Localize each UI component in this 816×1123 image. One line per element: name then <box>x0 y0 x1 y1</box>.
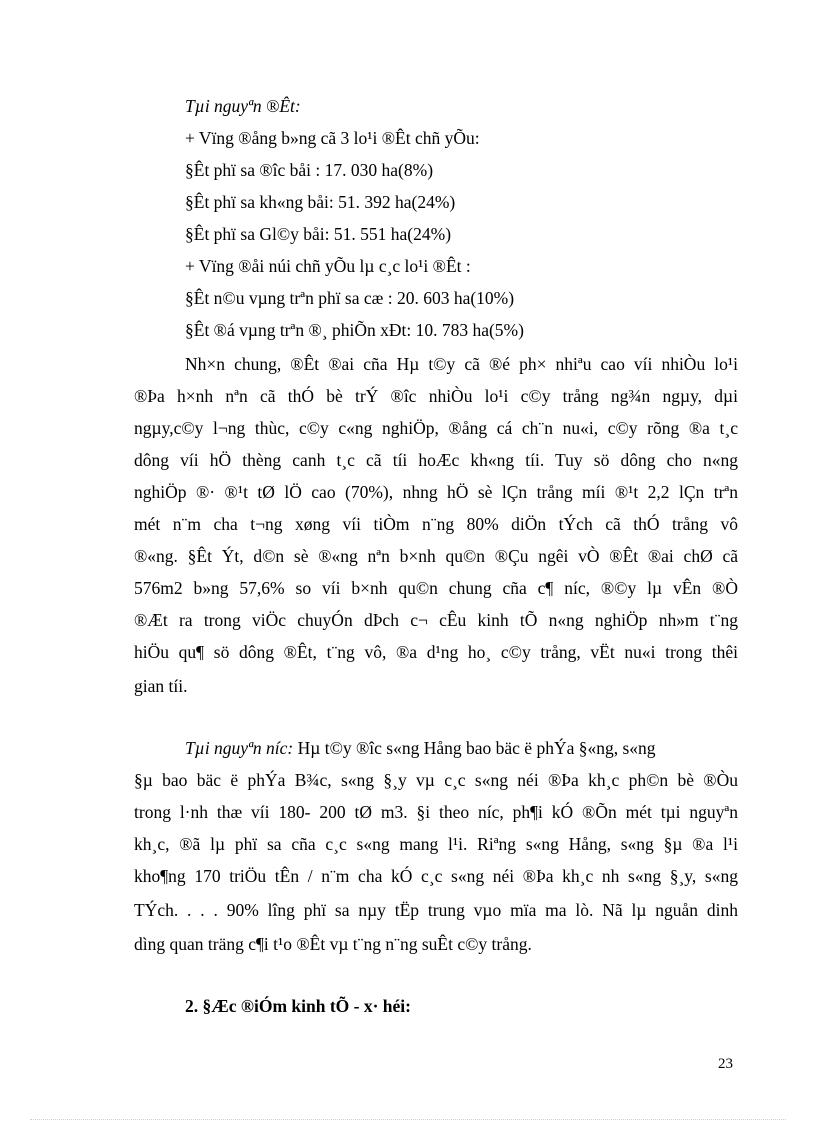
paragraph-line: ®Æt ra trong viÖc chuyÓn dÞch c¬ cÊu kinh tÕ n«ng nghiÖp nh»m t¨ng <box>134 610 738 630</box>
paragraph-line: dông víi hÖ thèng canh t¸c cã tíi hoÆc kh«ng tíi. Tuy sö dông cho n«ng <box>134 450 738 470</box>
paragraph-line: trong l·nh thæ víi 180- 200 tØ m3. §i theo níc, ph¶i kÓ ®Õn mét tµi nguyªn <box>134 802 738 822</box>
paragraph-line: dìng quan träng c¶i t¹o ®Êt vµ t¨ng n¨ng suÊt c©y trång. <box>134 934 532 954</box>
paragraph-line: kho¶ng 170 triÖu tÊn / n¨m cha kÓ c¸c s«ng néi ®Þa kh¸c nh s«ng §¸y, s«ng <box>134 866 738 886</box>
paragraph-line: kh¸c, ®ã lµ phï sa cña c¸c s«ng mang l¹i. Riªng s«ng Hång, s«ng §µ ®a l¹i <box>134 834 738 854</box>
paragraph-line: hiÖu qu¶ sö dông ®Êt, t¨ng vô, ®a d¹ng ho¸ c©y trång, vËt nu«i trong thêi <box>134 642 738 662</box>
page-number: 23 <box>718 1056 733 1072</box>
list-item: §Êt n©u vµng trªn phï sa cæ : 20. 603 ha(10%) <box>185 288 515 308</box>
page-bottom-divider <box>30 1119 786 1120</box>
paragraph-line: Nh×n chung, ®Êt ®ai cña Hµ t©y cã ®é ph× nhiªu cao víi nhiÒu lo¹i <box>185 354 738 374</box>
list-item: §Êt phï sa kh«ng båi: 51. 392 ha(24%) <box>185 192 456 212</box>
paragraph-line: TÝch. . . . 90% lîng phï sa nµy tËp trung vµo mïa ma lò. Nã lµ nguån dinh <box>134 900 738 920</box>
paragraph-line: mét n¨m cha t¬ng xøng víi tiÒm n¨ng 80% diÖn tÝch cã thÓ trång vô <box>134 514 738 534</box>
water-heading: Tµi nguyªn níc: <box>185 738 294 758</box>
paragraph-line: ®«ng. §Êt Ýt, d©n sè ®«ng nªn b×nh qu©n ®Çu ngêi vÒ ®Êt ®ai chØ cã <box>134 546 738 566</box>
list-item: §Êt ®á vµng trªn ®¸ phiÕn xÐt: 10. 783 ha(5%) <box>185 320 524 340</box>
list-item: + Vïng ®åi núi chñ yÕu lµ c¸c lo¹i ®Êt : <box>185 256 471 276</box>
paragraph-line: 576m2 b»ng 57,6% so víi b×nh qu©n chung cña c¶ níc, ®©y lµ vÊn ®Ò <box>134 578 738 598</box>
resources-heading: Tµi nguyªn ®Êt: <box>185 96 301 116</box>
list-item: §Êt phï sa Gl©y båi: 51. 551 ha(24%) <box>185 224 452 244</box>
list-item: §Êt phï sa ®îc båi : 17. 030 ha(8%) <box>185 160 434 180</box>
paragraph-line: ®Þa h×nh nªn cã thÓ bè trÝ ®îc nhiÒu lo¹i c©y trång ng¾n ngµy, dµi <box>134 386 738 406</box>
paragraph-line: §µ bao bäc ë phÝa B¾c, s«ng §¸y vµ c¸c s«ng néi ®Þa kh¸c ph©n bè ®Òu <box>134 770 738 790</box>
paragraph-line: nghiÖp ®· ®¹t tØ lÖ cao (70%), nhng hÖ sè lÇn trång míi ®¹t 2,2 lÇn trªn <box>134 482 738 502</box>
section-heading: 2. §Æc ®iÓm kinh tÕ - x· héi: <box>185 996 411 1016</box>
paragraph-line-rest: Hµ t©y ®îc s«ng Hång bao bäc ë phÝa §«ng, s«ng <box>297 738 656 758</box>
paragraph-line: gian tíi. <box>134 676 188 696</box>
list-item: + Vïng ®ång b»ng cã 3 lo¹i ®Êt chñ yÕu: <box>185 128 480 148</box>
paragraph-line: ngµy,c©y l¬ng thùc, c©y c«ng nghiÖp, ®ång cá ch¨n nu«i, c©y rõng ®a t¸c <box>134 418 738 438</box>
water-paragraph-first-line <box>185 736 656 760</box>
